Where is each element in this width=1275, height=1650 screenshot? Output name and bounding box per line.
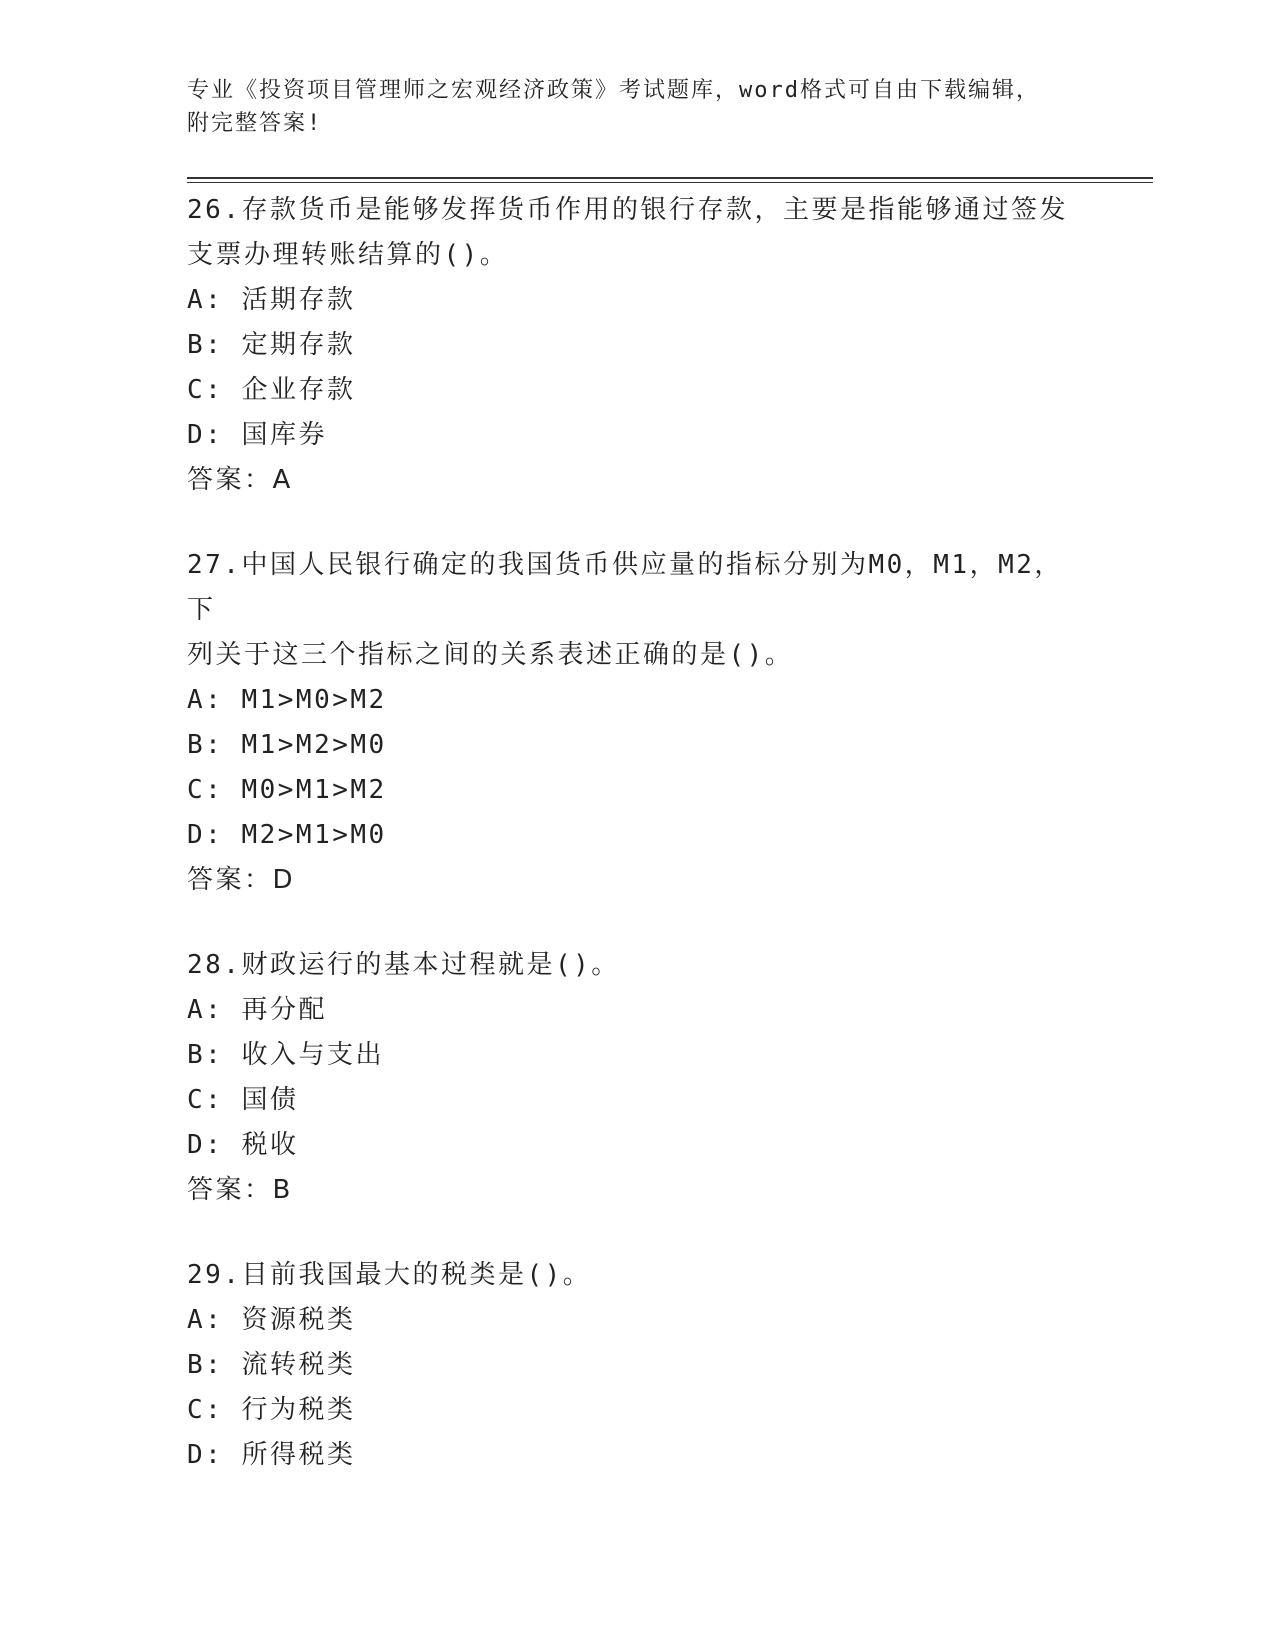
option-a: A: 资源税类 <box>187 1305 356 1335</box>
option-c: C: 企业存款 <box>187 375 356 405</box>
option-b: B: 流转税类 <box>187 1350 356 1380</box>
option-d: D: M2>M1>M0 <box>187 820 387 850</box>
question-26 <box>187 188 1087 503</box>
option-d: D: 所得税类 <box>187 1440 356 1470</box>
document-header <box>187 74 1087 140</box>
question-stem-continued: 支票办理转账结算的()。 <box>187 240 509 270</box>
question-stem: 27.中国人民银行确定的我国货币供应量的指标分别为M0，M1，M2，下 <box>187 550 1063 625</box>
option-c: C: 行为税类 <box>187 1395 356 1425</box>
header-divider-thick <box>187 177 1153 179</box>
option-d: D: 税收 <box>187 1130 299 1160</box>
question-28 <box>187 943 1087 1213</box>
question-stem: 28.财政运行的基本过程就是()。 <box>187 950 620 980</box>
question-list <box>187 188 1087 1518</box>
question-stem-continued: 列关于这三个指标之间的关系表述正确的是()。 <box>187 640 794 670</box>
option-b: B: 收入与支出 <box>187 1040 384 1070</box>
question-27 <box>187 543 1087 903</box>
option-b: B: 定期存款 <box>187 330 356 360</box>
option-b: B: M1>M2>M0 <box>187 730 387 760</box>
option-a: A: M1>M0>M2 <box>187 685 387 715</box>
header-divider-thin <box>187 182 1153 183</box>
option-d: D: 国库券 <box>187 420 327 450</box>
answer-line: 答案：A <box>187 465 293 495</box>
answer-line: 答案：D <box>187 865 296 895</box>
header-line-2: 附完整答案! <box>187 111 323 136</box>
question-stem: 26.存款货币是能够发挥货币作用的银行存款，主要是指能够通过签发 <box>187 195 1068 225</box>
question-stem: 29.目前我国最大的税类是()。 <box>187 1260 592 1290</box>
header-line-1: 专业《投资项目管理师之宏观经济政策》考试题库，word格式可自由下载编辑， <box>187 78 1040 103</box>
option-a: A: 活期存款 <box>187 285 356 315</box>
answer-line: 答案：B <box>187 1175 293 1205</box>
option-c: C: 国债 <box>187 1085 299 1115</box>
question-29 <box>187 1253 1087 1478</box>
option-c: C: M0>M1>M2 <box>187 775 387 805</box>
option-a: A: 再分配 <box>187 995 327 1025</box>
